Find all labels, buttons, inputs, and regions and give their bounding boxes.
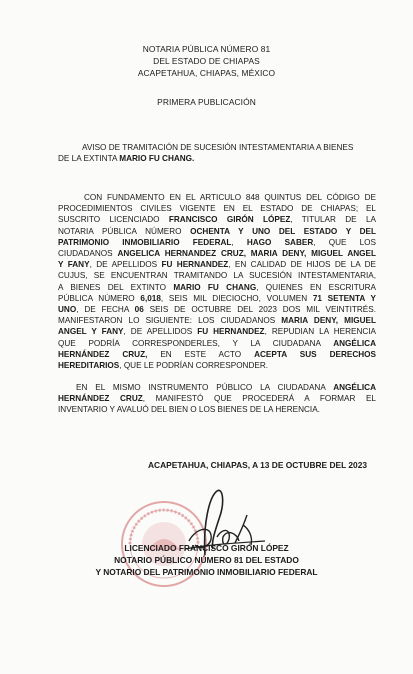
body-line: EN EL MISMO INSTRUMENTO PÚBLICO LA CIUDADANA ANGÉLICA [76,383,376,392]
notary-location: ACAPETAHUA, CHIAPAS, MÉXICO [137,68,276,78]
signature-icon [165,485,275,565]
body-line: INVENTARIO Y AVALUÓ DEL BIEN O LOS BIENES DE LA HERENCIA. [58,405,320,415]
body-line: MANIFESTARON LO SIGUIENTE: LOS CIUDADANOS MARIA DENY, MIGUEL [58,316,376,326]
body-line: HERNÁNDEZ CRUZ, MANIFESTÓ QUE PROCEDERÁ A FORMAR EL [58,394,376,404]
date-line: ACAPETAHUA, CHIAPAS, A 13 DE OCTUBRE DEL 2023 [148,460,368,470]
notice-line: AVISO DE TRAMITACIÓN DE SUCESIÓN INTESTAMENTARIA A BIENES [82,143,354,152]
body-line: HEREDITARIOS, QUE LE PODRÍAN CORRESPONDER. [58,361,269,371]
body-paragraph-1 [58,192,376,371]
signatory-name: LICENCIADO FRANCISCO GIRÓN LÓPEZ [124,543,289,553]
body-line: SUSCRITO LICENCIADO FRANCISCO GIRÓN LÓPEZ, TITULAR DE LA [58,215,376,225]
body-line: A BIENES DEL EXTINTO MARIO FU CHANG, QUIENES EN ESCRITURA [58,282,376,292]
body-line: PROCEDIMIENTOS CIVILES VIGENTE EN EL ESTADO DE CHIAPAS; EL [58,204,376,214]
notary-state: DEL ESTADO DE CHIAPAS [153,56,260,66]
body-line: PATRIMONIO INMOBILIARIO FEDERAL, HAGO SABER, QUE LOS [58,237,377,247]
notice-line: DE LA EXTINTA MARIO FU CHANG. [58,154,195,164]
body-line: PÚBLICA NÚMERO 6,018, SEIS MIL DIECIOCHO, VOLUMEN 71 SETENTA Y [58,293,376,303]
body-line: CON FUNDAMENTO EN EL ARTICULO 848 QUINTUS DEL CÓDIGO DE [84,193,376,202]
body-line: QUE PODRÍA CORRESPONDERLES, Y LA CIUDADANA ANGÉLICA [58,338,376,348]
signatory-title: NOTARIO PÚBLICO NÚMERO 81 DEL ESTADO [114,555,299,565]
body-line: CIUDADANOS ANGELICA HERNANDEZ CRUZ, MARIA DENY, MIGUEL ANGEL [58,249,376,259]
body-paragraph-2 [58,382,376,416]
signatory-title-2: Y NOTARIO DEL PATRIMONIO INMOBILIARIO FEDERAL [95,567,318,577]
body-line: Y FANY, DE APELLIDOS FU HERNANDEZ, EN CALIDAD DE HIJOS DE LA DE [58,260,376,270]
body-line: CUJUS, SE ENCUENTRAN TRAMITANDO LA SUCESIÓN INTESTAMENTARIA, [58,271,376,281]
notice-heading [58,142,376,164]
notary-title: NOTARIA PÚBLICA NÚMERO 81 [142,44,271,54]
body-line: UNO, DE FECHA 06 SEIS DE OCTUBRE DEL 2023 DOS MIL VEINTITRÉS. [58,305,376,315]
body-line: HERNÁNDEZ CRUZ, EN ESTE ACTO ACEPTA SUS DERECHOS [58,349,376,359]
publication-label: PRIMERA PUBLICACIÓN [157,97,256,107]
body-line: NOTARIA PÚBLICA NÚMERO OCHENTA Y UNO DEL ESTADO Y DEL [58,226,376,236]
body-line: ANGEL Y FANY, DE APELLIDOS FU HERNANDEZ, REPUDIAN LA HERENCIA [58,327,377,337]
